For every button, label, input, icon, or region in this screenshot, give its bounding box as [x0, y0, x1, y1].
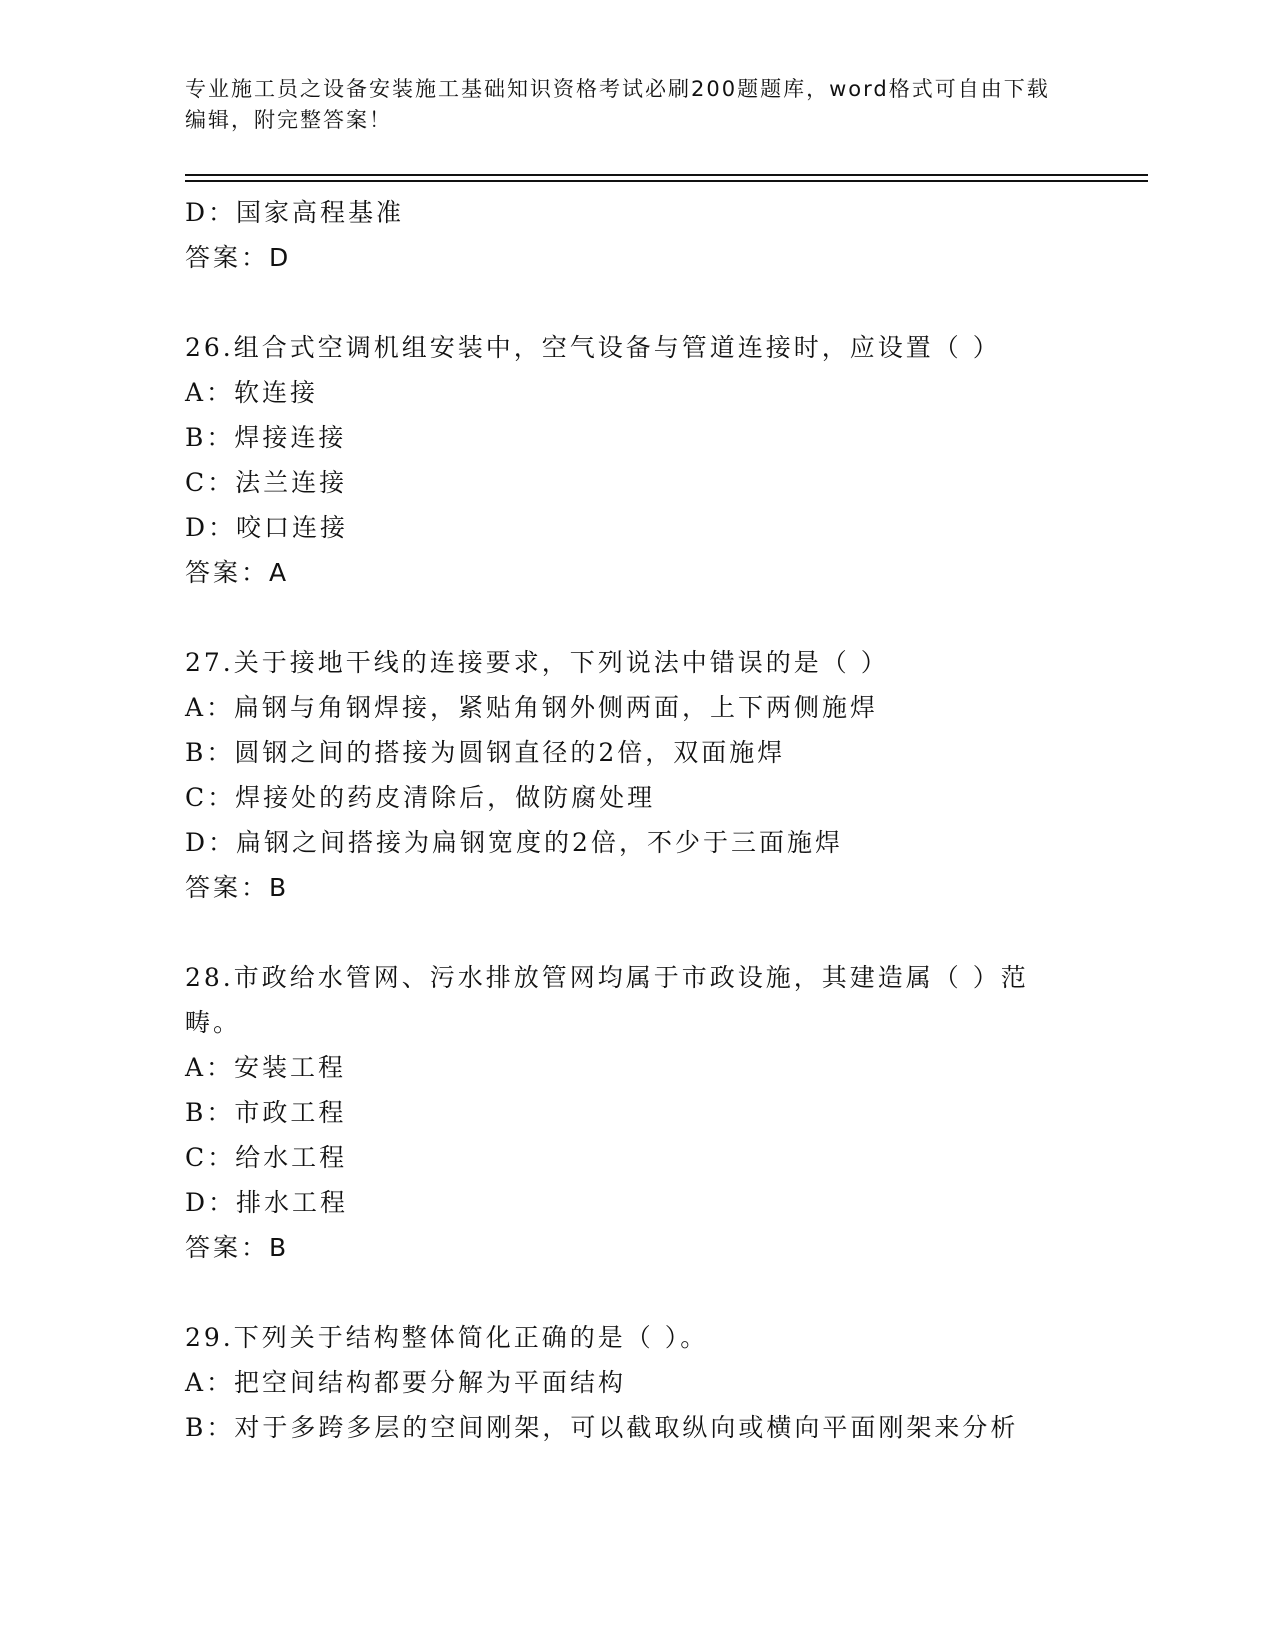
question-28-option-a: A：安装工程 — [185, 1053, 347, 1082]
header-rule-top — [185, 174, 1148, 176]
question-28-option-d: D：排水工程 — [185, 1188, 349, 1217]
question-28-answer: 答案：B — [185, 1233, 290, 1262]
question-26-option-b: B：焊接连接 — [185, 423, 347, 452]
question-28-option-c: C：给水工程 — [185, 1143, 348, 1172]
question-28-option-b: B：市政工程 — [185, 1098, 347, 1127]
prev-answer: 答案：D — [185, 243, 292, 272]
question-26-option-a: A：软连接 — [185, 378, 319, 407]
header-title: 专业施工员之设备安装施工基础知识资格考试必刷200题题库，word格式可自由下载编辑，附完整答案！ — [185, 77, 1050, 132]
question-27-option-a: A：扁钢与角钢焊接，紧贴角钢外侧两面，上下两侧施焊 — [185, 693, 879, 722]
spacer — [185, 595, 1145, 640]
question-28-text: 28.市政给水管网、污水排放管网均属于市政设施，其建造属（ ）范畴。 — [185, 963, 1029, 1037]
question-29-option-b: B：对于多跨多层的空间刚架，可以截取纵向或横向平面刚架来分析 — [185, 1413, 1019, 1442]
question-29-option-a: A：把空间结构都要分解为平面结构 — [185, 1368, 627, 1397]
question-26-option-c: C：法兰连接 — [185, 468, 348, 497]
question-27-text: 27.关于接地干线的连接要求，下列说法中错误的是（ ） — [185, 648, 889, 677]
prev-option-d: D：国家高程基准 — [185, 198, 405, 227]
header-rule-bottom — [185, 180, 1148, 182]
question-26-text: 26.组合式空调机组安装中，空气设备与管道连接时，应设置（ ） — [185, 333, 1001, 362]
question-27-option-b: B：圆钢之间的搭接为圆钢直径的2倍，双面施焊 — [185, 738, 786, 767]
spacer — [185, 1270, 1145, 1315]
question-29-text: 29.下列关于结构整体简化正确的是（ ）。 — [185, 1323, 709, 1352]
question-list — [185, 190, 1145, 1450]
document-header — [185, 74, 1065, 136]
spacer — [185, 280, 1145, 325]
question-26-answer: 答案：A — [185, 558, 290, 587]
question-27-answer: 答案：B — [185, 873, 290, 902]
spacer — [185, 910, 1145, 955]
question-26-option-d: D：咬口连接 — [185, 513, 349, 542]
question-27-option-c: C：焊接处的药皮清除后，做防腐处理 — [185, 783, 656, 812]
question-27-option-d: D：扁钢之间搭接为扁钢宽度的2倍，不少于三面施焊 — [185, 828, 843, 857]
